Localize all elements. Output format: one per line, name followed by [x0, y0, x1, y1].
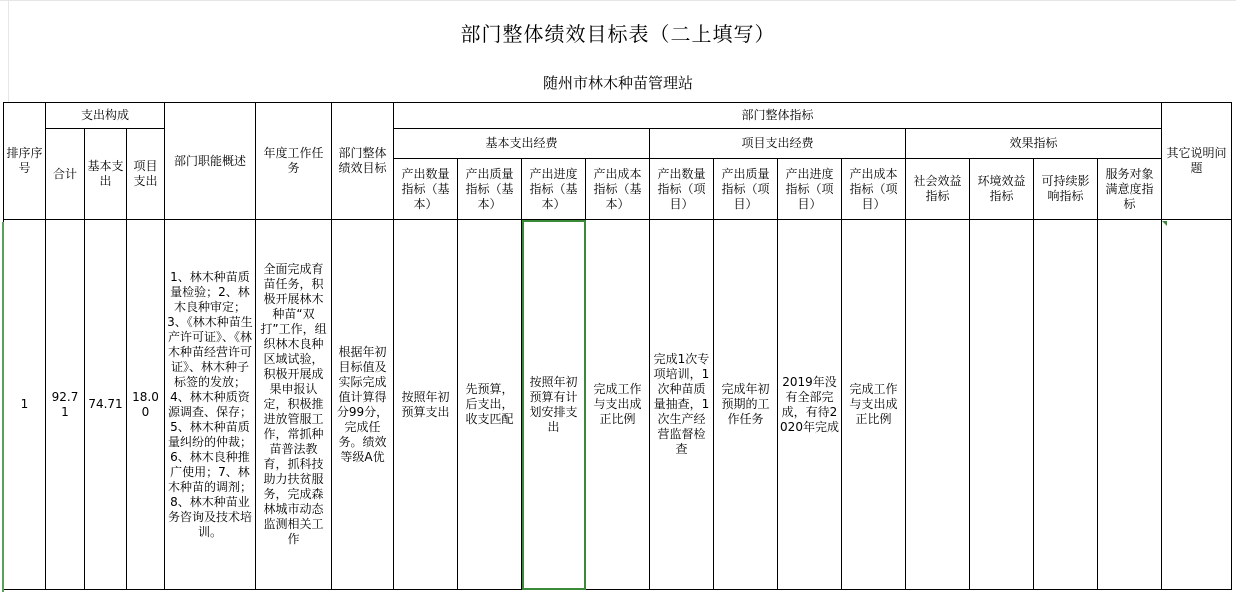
header-project[interactable]: 项目支出 [127, 129, 165, 220]
comment-indicator-icon [1162, 221, 1167, 226]
header-basic-cost[interactable]: 产出成本指标（基本） [586, 159, 650, 220]
organization-name: 随州市林木种苗管理站 [542, 74, 693, 92]
header-basic-funds[interactable]: 基本支出经费 [394, 129, 650, 159]
cell-seq[interactable]: 1 [4, 220, 46, 590]
header-other[interactable]: 其它说明问题 [1162, 103, 1232, 220]
cell-functions[interactable]: 1、林木种苗质量检验；2、林木良种审定；3、《林木种苗生产许可证》、《林木种苗经营许可证》、林木种子标签的发放；4、林木种质资源调查、保存；5、林木种苗质量纠纷的仲裁；6、林木良种推广使用；7、林木种苗的调剂；8、林木种苗业务咨询及技术培训。 [165, 220, 256, 590]
header-proj-cost[interactable]: 产出成本指标（项目） [842, 159, 906, 220]
header-total[interactable]: 合计 [46, 129, 85, 220]
header-satisfaction[interactable]: 服务对象满意度指标 [1098, 159, 1162, 220]
header-social[interactable]: 社会效益指标 [906, 159, 970, 220]
cell-proj-qty[interactable]: 完成1次专项培训，1次种苗质量抽查，1次生产经营监督检查 [650, 220, 714, 590]
header-project-funds[interactable]: 项目支出经费 [650, 129, 906, 159]
cell-social[interactable] [906, 220, 970, 590]
cell-dept-goal[interactable]: 根据年初目标值及实际完成值计算得分99分，完成任务。绩效等级A优 [332, 220, 394, 590]
header-proj-qty[interactable]: 产出数量指标（项目） [650, 159, 714, 220]
header-overall-indicators[interactable]: 部门整体指标 [394, 103, 1162, 129]
header-dept-goal[interactable]: 部门整体绩效目标 [332, 103, 394, 220]
header-functions[interactable]: 部门职能概述 [165, 103, 256, 220]
row-selection-marker [2, 222, 4, 592]
header-basic-quality[interactable]: 产出质量指标（基本） [458, 159, 522, 220]
page-title: 部门整体绩效目标表（二上填写） [460, 22, 776, 46]
cell-basic-progress-selected[interactable]: 按照年初预算有计划安排支出 [522, 220, 586, 590]
cell-other[interactable] [1162, 220, 1232, 590]
header-basic-progress[interactable]: 产出进度指标（基本） [522, 159, 586, 220]
header-basic[interactable]: 基本支出 [85, 129, 127, 220]
header-spend-structure[interactable]: 支出构成 [46, 103, 165, 129]
cell-basic-qty[interactable]: 按照年初预算支出 [394, 220, 458, 590]
cell-proj-quality[interactable]: 完成年初预期的工作任务 [714, 220, 778, 590]
cell-annual-tasks[interactable]: 全面完成育苗任务，积极开展林木种苗“双打”工作，组织林木良种区域试验，积极开展成果申报认定，积极推进放管服工作，常抓种苗普法教育，抓科技助力扶贫服务，完成森林城市动态监测相关工作 [256, 220, 332, 590]
cell-project[interactable]: 18.00 [127, 220, 165, 590]
cell-basic[interactable]: 74.71 [85, 220, 127, 590]
header-seq[interactable]: 排序序号 [4, 103, 46, 220]
header-proj-progress[interactable]: 产出进度指标（项目） [778, 159, 842, 220]
cell-environment[interactable] [970, 220, 1034, 590]
performance-table [3, 102, 1232, 590]
cell-proj-progress[interactable]: 2019年没有全部完成，有待2020年完成 [778, 220, 842, 590]
header-annual-tasks[interactable]: 年度工作任务 [256, 103, 332, 220]
header-basic-qty[interactable]: 产出数量指标（基本） [394, 159, 458, 220]
cell-sustain[interactable] [1034, 220, 1098, 590]
header-sustain[interactable]: 可持续影响指标 [1034, 159, 1098, 220]
header-proj-quality[interactable]: 产出质量指标（项目） [714, 159, 778, 220]
header-effect-indicators[interactable]: 效果指标 [906, 129, 1162, 159]
cell-satisfaction[interactable] [1098, 220, 1162, 590]
cell-proj-cost[interactable]: 完成工作与支出成正比例 [842, 220, 906, 590]
header-environment[interactable]: 环境效益指标 [970, 159, 1034, 220]
sheet-top-gridline [0, 0, 1236, 1]
cell-basic-quality[interactable]: 先预算，后支出，收支匹配 [458, 220, 522, 590]
cell-basic-cost[interactable]: 完成工作与支出成正比例 [586, 220, 650, 590]
cell-total[interactable]: 92.71 [46, 220, 85, 590]
